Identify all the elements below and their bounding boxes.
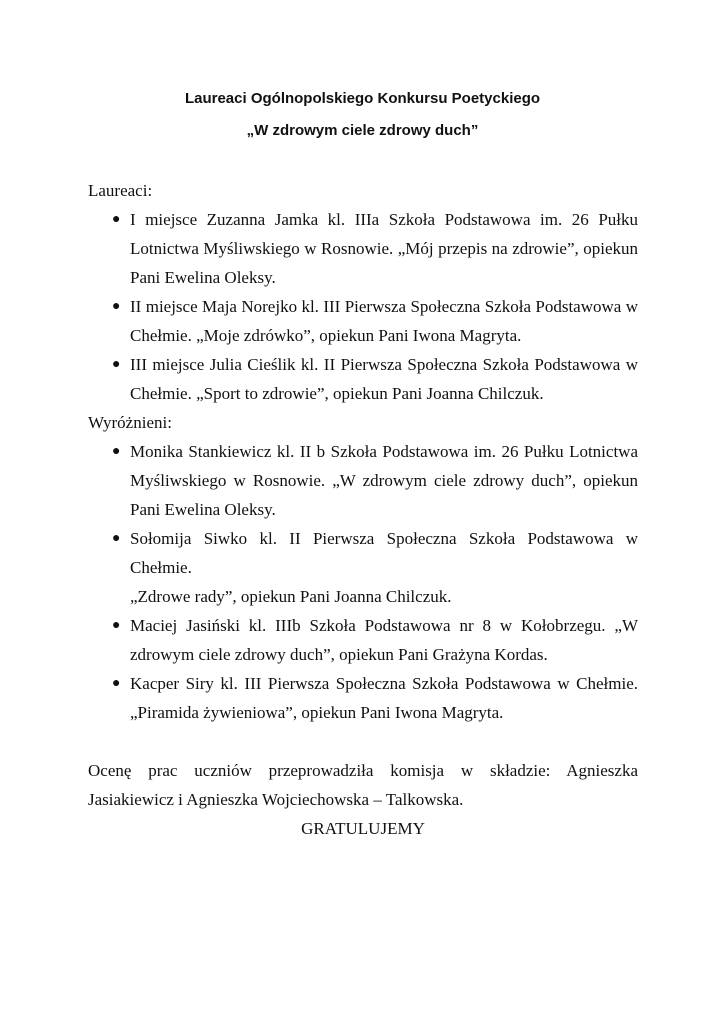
bullet-icon: ● (112, 212, 121, 227)
list-item (88, 205, 638, 292)
list-item (88, 669, 638, 727)
list-item (88, 292, 638, 350)
honorable-entry-4: Kacper Siry kl. III Pierwsza Społeczna Szkoła Podstawowa w Chełmie. „Piramida żywieniowa”, opiekun Pani Iwona Magryta. (130, 674, 638, 722)
laureate-entry-2: II miejsce Maja Norejko kl. III Pierwsza Społeczna Szkoła Podstawowa w Chełmie. „Moje zdrówko”, opiekun Pani Iwona Magryta. (130, 297, 638, 345)
laureate-entry-1: I miejsce Zuzanna Jamka kl. IIIa Szkoła Podstawowa im. 26 Pułku Lotnictwa Myśliwskiego w Rosnowie. „Mój przepis na zdrowie”, opiekun Pani Ewelina Oleksy. (130, 210, 638, 287)
honorable-entry-3: Maciej Jasiński kl. IIIb Szkoła Podstawowa nr 8 w Kołobrzegu. „W zdrowym ciele zdrowy duch”, opiekun Pani Grażyna Kordas. (130, 616, 638, 664)
bullet-icon: ● (112, 444, 121, 459)
closing-text: GRATULUJEMY (301, 819, 425, 838)
bullet-icon: ● (112, 299, 121, 314)
honorable-entry-2-continued: „Zdrowe rady”, opiekun Pani Joanna Chilczuk. (130, 587, 452, 606)
bullet-icon: ● (112, 618, 121, 633)
document-title-line2: „W zdrowym ciele zdrowy duch” (246, 122, 479, 139)
laureates-list (88, 205, 638, 408)
committee-paragraph: Ocenę prac uczniów przeprowadziła komisja w składzie: Agnieszka Jasiakiewicz i Agnieszka Wojciechowska – Talkowska. (88, 761, 638, 809)
honorable-entry-1: Monika Stankiewicz kl. II b Szkoła Podstawowa im. 26 Pułku Lotnictwa Myśliwskiego w Rosnowie. „W zdrowym ciele zdrowy duch”, opiekun Pani Ewelina Oleksy. (130, 442, 638, 519)
bullet-icon: ● (112, 531, 121, 546)
honorable-entry-2: Sołomija Siwko kl. II Pierwsza Społeczna Szkoła Podstawowa w Chełmie. (130, 529, 638, 577)
list-item (88, 350, 638, 408)
list-item (88, 524, 638, 611)
bullet-icon: ● (112, 357, 121, 372)
laureate-entry-3: III miejsce Julia Cieślik kl. II Pierwsza Społeczna Szkoła Podstawowa w Chełmie. „Sport to zdrowie”, opiekun Pani Joanna Chilczuk. (130, 355, 638, 403)
honorable-heading: Wyróżnieni: (88, 413, 172, 432)
honorable-list (88, 437, 638, 727)
list-item (88, 437, 638, 524)
bullet-icon: ● (112, 676, 121, 691)
laureates-heading: Laureaci: (88, 181, 153, 200)
document-title-line1: Laureaci Ogólnopolskiego Konkursu Poetyckiego (184, 90, 541, 107)
document-body (88, 176, 638, 843)
list-item (88, 611, 638, 669)
spacer (88, 727, 638, 756)
